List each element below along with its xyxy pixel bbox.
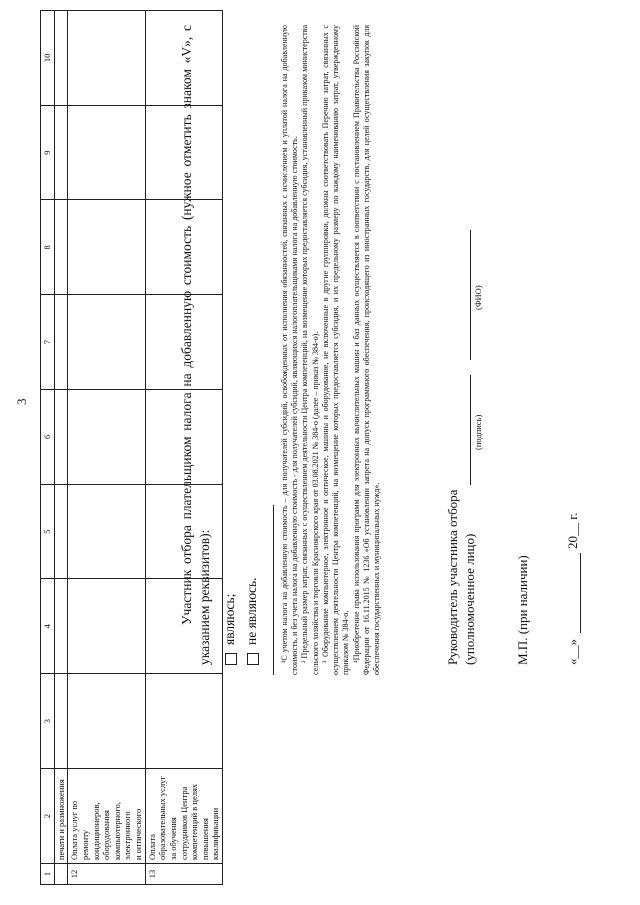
row-description-line: Оплата услуг по ремонту кондиционеров, [69,800,101,860]
row-description-line: электронного [122,811,133,860]
vat-statement: Участник отбора плательщиком налога на добавленную стоимость (нужное отметить знаком «V», с указанием реквизитов): [179,25,213,665]
header-cell: 9 [41,105,55,200]
signatory-title [445,490,479,665]
checkbox-icon[interactable] [225,653,237,665]
row-description-line: и оптического [133,808,143,860]
checkbox-icon[interactable] [247,653,259,665]
signature-line[interactable] [470,375,471,485]
row-description [145,769,222,864]
name-line[interactable] [470,230,471,360]
row-description-line: компетенций в целях повышения [189,783,210,860]
option-not-payer[interactable] [244,577,260,665]
footnotes [280,25,382,675]
header-cell: 10 [41,11,55,106]
header-cell: 8 [41,200,55,295]
footnote-2: ² Предельный размер затрат, связанных с осуществлением деятельности Центра компетенций, на возмещение которых предоставляется субсидия, установленный приказом министерства сельского хозяйства и торговли Красноярского края от 03.08.2021 № 384-о (далее – приказ № 384-о). [300,25,320,675]
header-cell: 5 [41,484,55,579]
name-caption: (ФИО) [473,285,483,310]
header-cell: 7 [41,295,55,390]
option-label: являюсь; [222,593,237,645]
row-number: 13 [145,864,222,885]
header-cell: 6 [41,390,55,485]
footnote-3: ³ Оборудование компьютерное, электронное и оптическое, машины и оборудование, не включенные в другие группировки, должны соответствовать Перечню затрат, связанных с осуществлением деятельности Центра компетенций, на возмещение которых предоставляется субсидия, и их предельному размеру по каждому наименованию затрат, утвержденному приказом № 384-о. [320,25,351,675]
date-month-line[interactable] [580,553,581,633]
row-description-line: за обучения сотрудников Центра [167,786,189,860]
table-row [68,11,145,885]
row-number [54,864,68,885]
date-year: 20__ г. [565,512,580,549]
row-description [54,769,68,864]
table-header-row [41,11,55,885]
page-number: 3 [14,398,29,405]
option-is-payer[interactable] [222,594,238,665]
row-description-line: квалификации [210,807,221,860]
header-cell: 4 [41,579,55,674]
footnote-divider [273,505,274,675]
row-description-line: печати и размножения [55,779,66,860]
row-number: 12 [68,864,145,885]
row-description-line: оборудования компьютерного, [101,801,122,860]
header-cell: 2 [41,769,55,864]
table-row [54,11,68,885]
footnote-4: ⁴Приобретение права использования программ для электронных вычислительных машин и баз данных осуществляется в соответствии с постановлением Правительства Российской Федерации от 16.11.2015 № 1236 «Об установлении запрета на допуск программного обеспечения, происходящего из иностранных государств, для целей осуществления закупок для обеспечения государственных и муниципальных нужд». [351,25,382,675]
stamp-label: М.П. (при наличии) [515,555,530,665]
option-label: не являюсь. [244,577,259,645]
row-description-line: Оплата образовательных услуг [146,776,168,860]
header-cell: 3 [41,674,55,769]
signatory-title-line: Руководитель участника отбора [445,489,460,665]
signatory-title-line: (уполномоченное лицо) [461,533,477,665]
signature-caption: (подпись) [473,414,483,450]
footnote-1: ¹С учетом налога на добавленную стоимость – для получателей субсидий, освобожденных от исполнения обязанностей, связанных с исчислением и уплатой налога на добавленную стоимость, и без учета налога на добавленную стоимость - для получателей субсидий, являющихся налогоплательщиками налога на добавленную стоимость. [280,25,300,675]
header-cell: 1 [41,864,55,885]
date-day: «__» [565,639,580,665]
row-description [68,769,145,864]
